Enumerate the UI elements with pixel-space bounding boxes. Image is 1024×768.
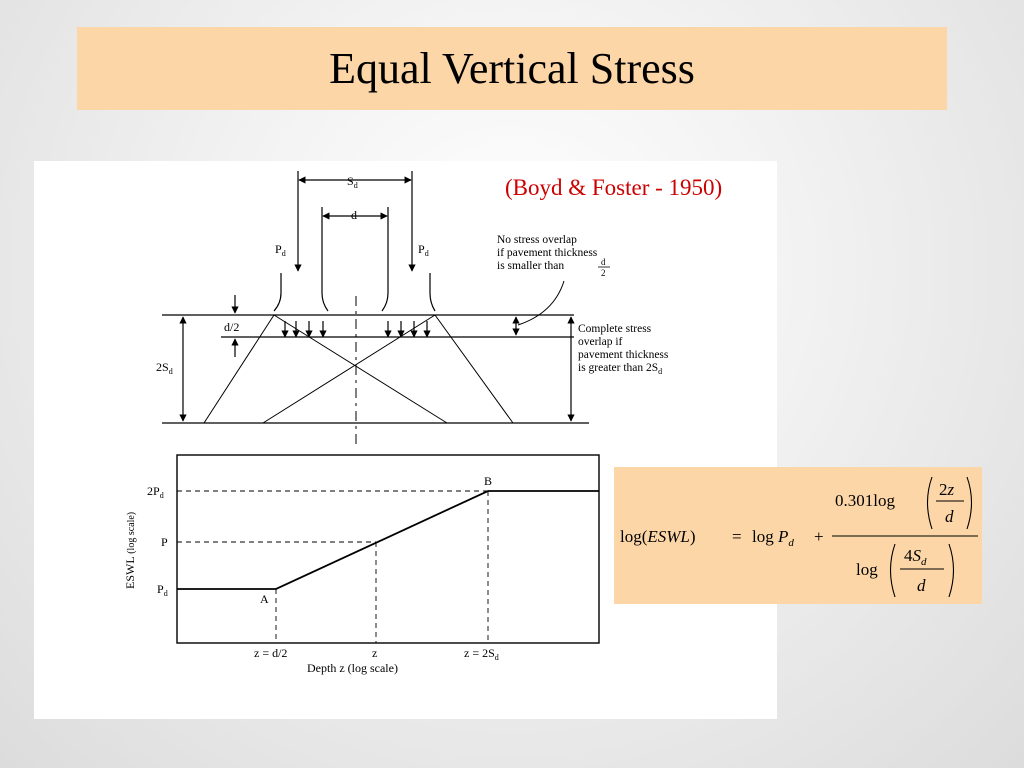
citation-text: (Boyd & Foster - 1950) <box>505 175 723 200</box>
ytick-p: P <box>161 535 168 549</box>
svg-text:2: 2 <box>601 268 606 278</box>
formula-equals: = <box>732 527 742 546</box>
svg-text:is greater than 2Sd: is greater than $2S_d$ <box>578 362 663 376</box>
no-overlap-note <box>497 234 610 278</box>
slide-title-bar <box>77 27 947 110</box>
formula-plus: + <box>814 527 824 546</box>
stress-distribution-lines <box>204 315 513 423</box>
note-leader-curve <box>518 281 564 325</box>
svg-text:Complete stress: Complete stress <box>578 323 652 335</box>
slide-title: Equal Vertical Stress <box>329 44 695 93</box>
svg-text:d: d <box>601 257 606 267</box>
ytick-two-pd: $2P_d$ <box>147 484 164 500</box>
svg-text:ESWL (log scale): ESWL (log scale) <box>123 511 137 589</box>
formula-lhs: log(ESWL) <box>620 527 696 546</box>
sd-label: $S_d$ <box>347 174 358 190</box>
boyd-foster-figure <box>34 161 777 719</box>
formula-frac2-numerator: $4S_d$ <box>904 546 927 568</box>
svg-text:is smaller than: is smaller than <box>497 260 565 272</box>
xtick-two-sd: $z = 2S_d$ <box>464 646 499 662</box>
complete-overlap-note <box>578 323 669 376</box>
xtick-half-d: z = d/2 <box>254 646 288 660</box>
formula-denominator-log: log <box>856 560 878 579</box>
half-d-label: d/2 <box>224 320 240 334</box>
ytick-pd: $P_d$ <box>157 582 168 598</box>
figure-panel <box>34 161 777 719</box>
load-right-label: $P_d$ <box>418 242 429 258</box>
tire-right <box>382 227 435 311</box>
svg-text:pavement thickness: pavement thickness <box>578 349 669 361</box>
d-label: d <box>351 208 357 222</box>
formula-frac1-denominator: d <box>945 507 954 526</box>
tire-left <box>274 227 328 311</box>
graph-guide-lines <box>177 491 488 643</box>
formula-log-p: $\log P_d$ <box>752 527 794 549</box>
formula-numerator-coef: 0.301log <box>835 491 895 510</box>
load-left-label: $P_d$ <box>275 242 286 258</box>
formula-frac1-numerator: 2z <box>939 480 955 499</box>
graph-x-axis-label: Depth z (log scale) <box>307 661 398 675</box>
two-sd-label: $2S_d$ <box>156 360 173 376</box>
formula-frac2-denominator: d <box>917 576 926 595</box>
svg-text:if pavement thickness: if pavement thickness <box>497 247 598 259</box>
point-b-label: B <box>484 474 493 488</box>
eswl-formula-box <box>614 467 982 604</box>
eswl-graph-frame <box>177 455 599 643</box>
eswl-curve <box>177 491 599 589</box>
graph-y-axis-label <box>123 512 137 589</box>
eswl-formula <box>614 467 982 604</box>
point-a-label: A <box>260 592 269 606</box>
svg-text:No stress overlap: No stress overlap <box>497 234 577 246</box>
xtick-z: z <box>372 646 378 660</box>
svg-text:overlap if: overlap if <box>578 336 623 348</box>
